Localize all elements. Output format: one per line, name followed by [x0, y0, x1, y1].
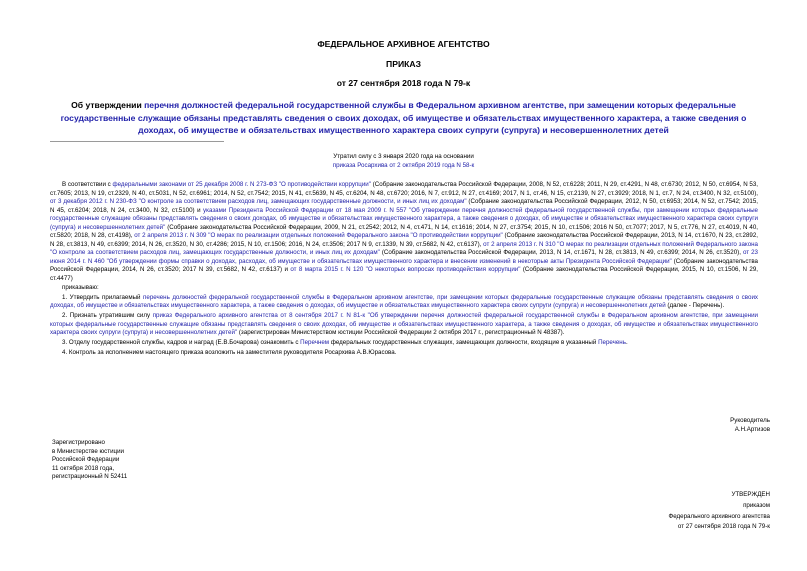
item-2	[50, 312, 758, 338]
divider	[50, 141, 224, 142]
registration-line-2: в Министерстве юстиции	[52, 447, 125, 455]
approved-block	[560, 490, 770, 533]
item-4: 4. Контроль за исполнением настоящего приказа возложить на заместителя руководителя Росархива А.В.Юрасова.	[62, 349, 397, 357]
registration-line-5: регистрационный N 52411	[52, 473, 128, 481]
preamble-text-1: В соответствии с	[62, 181, 113, 188]
item-2-text-a: 2. Признать утратившим силу	[62, 312, 153, 320]
approved-line-4: от 27 сентября 2018 года N 79-к	[677, 523, 770, 531]
registration-line-1: Зарегистрировано	[52, 439, 105, 446]
item-3-text-a: 3. Отделу государственной службы, кадров и наград (Е.В.Бочарова) ознакомить с	[62, 339, 301, 347]
item-3-text-c: .	[625, 339, 628, 347]
decree-460-link[interactable]: от 23 июня 2014 г. N 460 "Об утверждении формы справки о доходах, расходах, об имуществе и обязательствах имущественного характера и внесении изменений в некоторые акты Президента Российской Федерации"	[50, 249, 759, 265]
title-link[interactable]: перечня должностей федеральной государственной службы в Федеральном архивном агентстве, при замещении которых федеральные государственные служащие обязаны представлять сведения о своих доходах, об имуществе и обязательствах имущественного характера, а также сведения о доходах, об имуществе и обязательствах имущественного характера своих супруги (супруга) и несовершеннолетних детей	[60, 100, 747, 135]
preamble-text-5: (Собрание законодательства Российской Федерации, 2013, N 14, ст.1670, N 23, ст.2892, N 28, ст.3813, N 49, ст.6399; 2014, N 26, ст.3520, N 30, ст.4286; 2015, N 10, ст.1506; 2016, N 24, ст.3506; 2017 N 9, ст.1339, N 39, ст.5682, N 42, ст.6137),	[50, 232, 758, 248]
decree-557-link[interactable]: указами Президента Российской Федерации от 18 мая 2009 г. N 557 "Об утверждении перечня должностей федеральной государственной службы, при замещении которых федеральные государственные служащие обязаны представлять сведения о своих доходах, об имуществе и обязательствах имущественного характера, а также сведения о доходах, об имуществе и обязательствах имущественного характера своих супруги (супруга) и несовершеннолетних детей"	[50, 206, 758, 231]
registration-block	[52, 439, 252, 482]
item-1-text-a: 1. Утвердить прилагаемый	[62, 293, 144, 301]
lost-force-link[interactable]: приказа Росархива от 2 октября 2019 года N 58-к	[332, 161, 475, 169]
signature-block	[560, 417, 770, 434]
lost-force-note	[300, 153, 507, 170]
law-273-link[interactable]: федеральными законами от 25 декабря 2008 г. N 273-ФЗ "О противодействии коррупции"	[112, 181, 371, 188]
document-type: ПРИКАЗ	[386, 59, 421, 69]
document-body	[50, 181, 758, 358]
decree-309-link[interactable]: от 2 апреля 2013 г. N 309 "О мерах по реализации отдельных положений Федерального закона "О противодействии коррупции"	[134, 232, 503, 240]
preamble-text-3: (Собрание законодательства Российской Федерации, 2012, N 50, ст.6953; 2014, N 52, ст.7542; 2015, N 45, ст.6204; 2018, N 24, ст.3400, N 32, ст.5100) и	[50, 198, 758, 214]
preamble-text-6: (Собрание законодательства Российской Федерации, 2013, N 14, ст.1671, N 28, ст.3813, N 49, ст.6399; 2014, N 26, ст.3520),	[379, 249, 743, 257]
signature-role: Руководитель	[730, 417, 770, 424]
document-date-number: от 27 сентября 2018 года N 79-к	[336, 78, 471, 88]
registration-line-4: 11 октября 2018 года,	[52, 464, 115, 472]
preamble-text-2: (Собрание законодательства Российской Федерации, 2008, N 52, ст.6228; 2011, N 29, ст.4291, N 48, ст.6730; 2012, N 50, ст.6954, N 53, ст.7605; 2013, N 19, ст.2329, N 40, ст.5031, N 52, ст.6961; 2014, N 52, ст.7542; 2015, N 41, ст.5639, N 45, ст.6204, N 48, ст.6720; 2016, N 7, ст.912, N 27, ст.4169; 2017, N 1, ст.46, N 15, ст.2139, N 27, ст.3929; 2018, N 1, ст.7, N 24, ст.3400, N 32, ст.5100),	[50, 181, 759, 197]
title-prefix: Об утверждении	[71, 100, 145, 110]
preamble-text-7: (Собрание законодательства Российской Федерации, 2014, N 26, ст.3520; 2017 N 39, ст.5682, N 42, ст.6137) и	[50, 257, 758, 274]
approved-line-1: УТВЕРЖДЕН	[731, 491, 770, 498]
item-2-text-b: (зарегистрирован Министерством юстиции Российской Федерации 2 октября 2017 г., регистрационный N 48387).	[237, 329, 565, 337]
approved-line-2: приказом	[743, 501, 770, 509]
preamble-paragraph	[50, 181, 758, 284]
item-1-link[interactable]: перечень должностей федеральной государственной службы в Федеральном архивном агентстве, при замещении которых федеральные государственные служащие обязаны представлять сведения о своих доходах, об имуществе и обязательствах имущественного характера, а также сведения о доходах, об имуществе и обязательствах имущественного характера своих супруги (супруга) и несовершеннолетних детей	[50, 293, 758, 310]
decree-310-link[interactable]: от 2 апреля 2013 г. N 310 "О мерах по реализации отдельных положений Федерального закона "О контроле за соответствием расходов лиц, замещающих государственные должности, и иных лиц их доходам"	[50, 240, 758, 257]
approved-line-3: Федерального архивного агентства	[668, 512, 770, 520]
document-title	[50, 99, 757, 137]
item-1-text-b: (далее - Перечень).	[665, 302, 725, 310]
item-1	[50, 294, 758, 311]
signature-name: А.Н.Артизов	[734, 425, 770, 433]
decree-120-link[interactable]: от 8 марта 2015 г. N 120 "О некоторых вопросах противодействия коррупции"	[290, 266, 521, 274]
item-3-text-b: федеральных государственных служащих, замещающих должности, входящие в указанный	[329, 339, 599, 347]
preamble-text-8: (Собрание законодательства Российской Федерации, 2015, N 10, ст.1506, N 29, ст.4477)	[50, 266, 759, 283]
preamble-text-4: (Собрание законодательства Российской Федерации, 2009, N 21, ст.2542; 2012, N 4, ст.471, N 14, ст.1616; 2014, N 27, ст.3754; 2015, N 10, ст.1506; 2016 N 50, ст.7077; 2017, N 5, ст.776, N 27, ст.4019, N 40, ст.5820; 2018, N 28, ст.4198),	[50, 223, 758, 240]
item-3-link-2[interactable]: Перечень	[598, 339, 626, 347]
law-230-link[interactable]: от 3 декабря 2012 г. N 230-ФЗ "О контроле за соответствием расходов лиц, замещающих государственные должности, и иных лиц их доходам"	[50, 198, 467, 206]
item-2-link[interactable]: приказ Федерального архивного агентства от 8 сентября 2017 г. N 81-к "Об утверждении перечня должностей федеральной государственной службы в Федеральном архивном агентстве, при замещении которых федеральные государственные служащие обязаны представлять сведения о своих доходах, об имуществе и обязательствах имущественного характера, а также сведения о доходах, об имуществе и обязательствах имущественного характера своих супруги (супруга) и несовершеннолетних детей"	[50, 312, 758, 337]
item-3	[50, 339, 758, 348]
registration-line-3: Российской Федерации	[52, 456, 120, 464]
order-word: приказываю:	[62, 283, 99, 291]
lost-force-text: Утратил силу с 3 января 2020 года на основании	[333, 153, 474, 160]
agency-name: ФЕДЕРАЛЬНОЕ АРХИВНОЕ АГЕНТСТВО	[317, 39, 490, 49]
item-3-link-1[interactable]: Перечнем	[300, 339, 330, 347]
